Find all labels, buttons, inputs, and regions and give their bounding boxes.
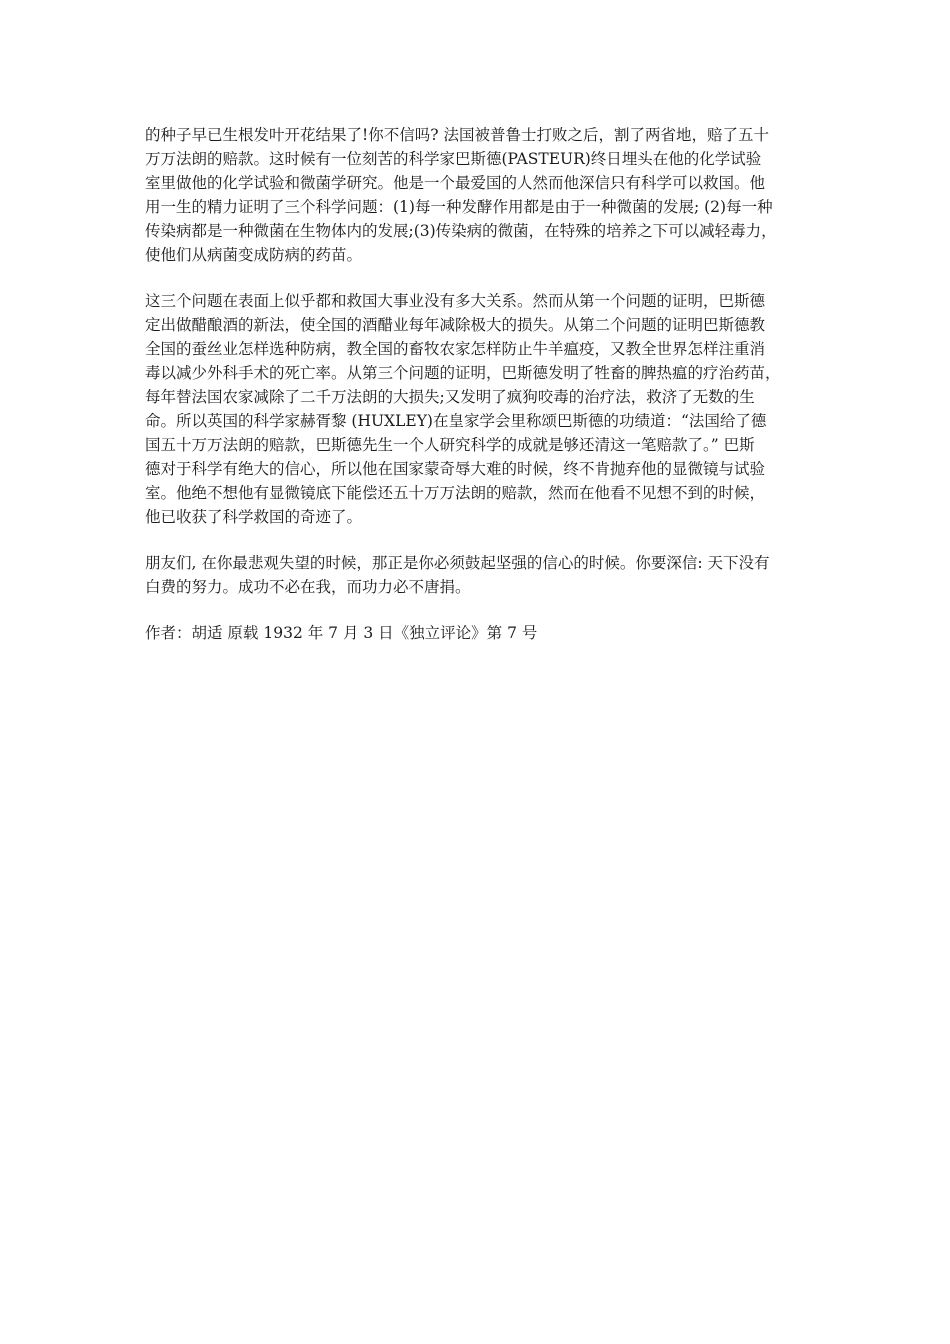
text-line: 朋友们, 在你最悲观失望的时候，那正是你必须鼓起坚强的信心的时候。你要深信: 天下没有	[145, 554, 770, 572]
byline-text: 作者：胡适 原载 1932 年 7 月 3 日《独立评论》第 7 号	[145, 624, 538, 642]
text-line: 万万法朗的赔款。这时候有一位刻苦的科学家巴斯德(PASTEUR)终日埋头在他的化学试验	[145, 150, 762, 168]
text-line: 室里做他的化学试验和微菌学研究。他是一个最爱国的人然而他深信只有科学可以救国。他	[145, 174, 766, 192]
paragraph-1	[145, 123, 815, 267]
paragraph-2	[145, 289, 815, 529]
text-line: 他已收获了科学救国的奇迹了。	[145, 508, 363, 526]
text-line: 毒以减少外科手术的死亡率。从第三个问题的证明，巴斯德发明了牲畜的脾热瘟的疗治药苗，	[145, 364, 781, 382]
text-line: 命。所以英国的科学家赫胥黎 (HUXLEY)在皇家学会里称颂巴斯德的功绩道：“法国给了德	[145, 412, 767, 430]
text-line: 白费的努力。成功不必在我，而功力必不唐捐。	[145, 578, 471, 596]
text-line: 国五十万万法朗的赔款，巴斯德先生一个人研究科学的成就是够还清这一笔赔款了。” 巴斯	[145, 436, 755, 454]
paragraph-3	[145, 551, 815, 599]
text-line: 定出做醋酿酒的新法，使全国的酒醋业每年减除极大的损失。从第二个问题的证明巴斯德教	[145, 316, 766, 334]
text-line: 每年替法国农家减除了二千万法朗的大损失;又发明了疯狗咬毒的治疗法，救济了无数的生	[145, 388, 755, 406]
text-line: 全国的蚕丝业怎样选种防病，教全国的畜牧农家怎样防止牛羊瘟疫，又教全世界怎样注重消	[145, 340, 766, 358]
author-byline	[145, 621, 815, 645]
text-line: 使他们从病菌变成防病的药苗。	[145, 246, 363, 264]
text-line: 室。他绝不想他有显微镜底下能偿还五十万万法朗的赔款，然而在他看不见想不到的时候，	[145, 484, 766, 502]
text-line: 这三个问题在表面上似乎都和救国大事业没有多大关系。然而从第一个问题的证明，巴斯德	[145, 292, 766, 310]
text-line: 的种子早已生根发叶开花结果了!你不信吗? 法国被普鲁士打败之后，割了两省地，赔了五十	[145, 126, 769, 144]
text-line: 用一生的精力证明了三个科学问题：(1)每一种发酵作用都是由于一种微菌的发展; (2)每一种	[145, 198, 773, 216]
text-line: 传染病都是一种微菌在生物体内的发展;(3)传染病的微菌，在特殊的培养之下可以减轻毒力，	[145, 222, 777, 240]
text-line: 德对于科学有绝大的信心，所以他在国家蒙奇辱大难的时候，终不肯抛弃他的显微镜与试验	[145, 460, 766, 478]
article-body	[145, 123, 815, 645]
